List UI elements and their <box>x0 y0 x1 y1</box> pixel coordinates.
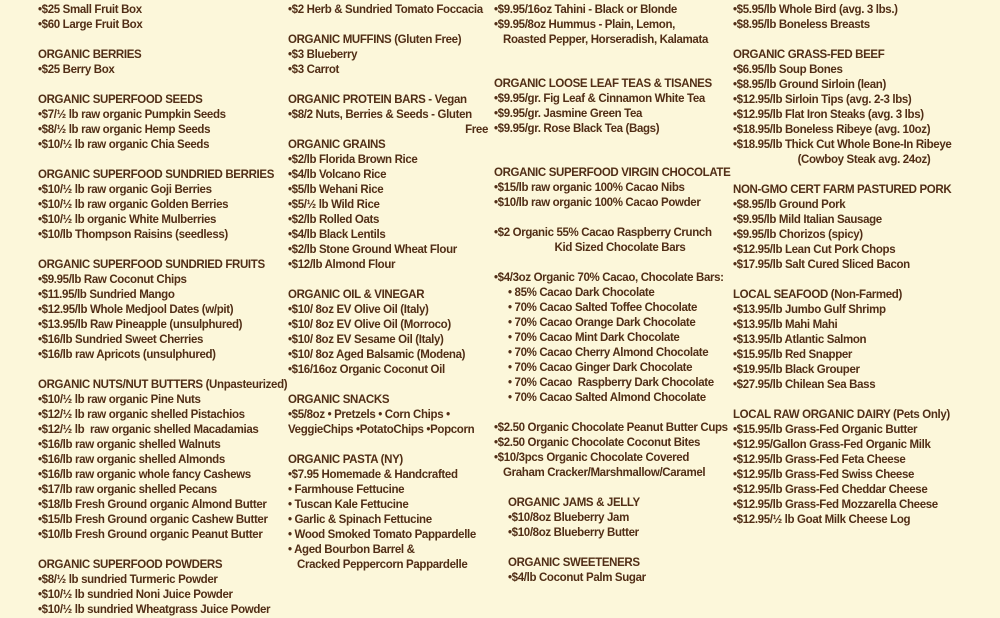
menu-item: •$18.95/lb Thick Cut Whole Bone-In Ribeye <box>733 139 952 151</box>
section-title: ORGANIC PASTA (NY) <box>288 454 403 466</box>
menu-item: •$10/ 8oz EV Olive Oil (Morroco) <box>288 319 451 331</box>
menu-item: •$3 Carrot <box>288 64 340 76</box>
menu-section <box>288 453 488 573</box>
menu-item: •$13.95/lb Atlantic Salmon <box>733 334 867 346</box>
menu-section <box>733 3 995 33</box>
menu-item: •$10/ 8oz EV Olive Oil (Italy) <box>288 304 429 316</box>
section-title: ORGANIC GRAINS <box>288 139 386 151</box>
menu-item: •$8.95/lb Ground Pork <box>733 199 846 211</box>
menu-item: •$4/lb Black Lentils <box>288 229 386 241</box>
menu-item: •$5/½ lb Wild Rice <box>288 199 380 211</box>
menu-section <box>288 33 488 78</box>
menu-item: •$9.95/8oz Hummus - Plain, Lemon, <box>494 19 675 31</box>
menu-section <box>733 288 995 393</box>
menu-item: •$5/lb Wehani Rice <box>288 184 384 196</box>
menu-item: •$12.95/lb Grass-Fed Feta Cheese <box>733 454 906 466</box>
section-title: ORGANIC SUPERFOOD SUNDRIED FRUITS <box>38 259 265 271</box>
menu-section <box>494 166 746 211</box>
menu-item: •$2 Herb & Sundried Tomato Foccacia <box>288 4 483 16</box>
section-title: ORGANIC BERRIES <box>38 49 142 61</box>
menu-item: •$12/½ lb raw organic shelled Macadamias <box>38 424 259 436</box>
menu-item: •$10/½ lb sundried Wheatgrass Juice Powder <box>38 604 271 616</box>
menu-item: • Wood Smoked Tomato Pappardelle <box>288 529 476 541</box>
menu-item: •$60 Large Fruit Box <box>38 19 143 31</box>
menu-item: •$10/½ lb raw organic Golden Berries <box>38 199 229 211</box>
menu-item: •$10/8oz Blueberry Butter <box>508 527 639 539</box>
menu-item: •$17/lb raw organic shelled Pecans <box>38 484 217 496</box>
menu-item: •$16/lb Sundried Sweet Cherries <box>38 334 204 346</box>
menu-item: • Farmhouse Fettucine <box>288 484 405 496</box>
menu-item: •$27.95/lb Chilean Sea Bass <box>733 379 876 391</box>
menu-section <box>494 421 746 481</box>
menu-item: •$19.95/lb Black Grouper <box>733 364 860 376</box>
menu-item: Graham Cracker/Marshmallow/Caramel <box>503 467 706 479</box>
menu-item: •$8.95/lb Boneless Breasts <box>733 19 870 31</box>
menu-item: •$4/lb Coconut Palm Sugar <box>508 572 646 584</box>
menu-item: •$9.95/gr. Fig Leaf & Cinnamon White Tea <box>494 93 705 105</box>
menu-item: •$15/lb raw organic 100% Cacao Nibs <box>494 182 685 194</box>
menu-item: •$10/8oz Blueberry Jam <box>508 512 629 524</box>
menu-item: •$10/ 8oz Aged Balsamic (Modena) <box>288 349 466 361</box>
menu-item: •$15/lb Fresh Ground organic Cashew Butter <box>38 514 268 526</box>
menu-item: •$11.95/lb Sundried Mango <box>38 289 175 301</box>
menu-item: Kid Sized Chocolate Bars <box>554 242 686 254</box>
menu-section <box>733 408 995 528</box>
menu-item: •$12.95/lb Grass-Fed Mozzarella Cheese <box>733 499 938 511</box>
menu-item: •$13.95/lb Jumbo Gulf Shrimp <box>733 304 886 316</box>
menu-item: • Tuscan Kale Fettucine <box>288 499 409 511</box>
menu-item: •$2/lb Florida Brown Rice <box>288 154 418 166</box>
menu-item: •$12.95/½ lb Goat Milk Cheese Log <box>733 514 911 526</box>
menu-item: • 70% Cacao Salted Toffee Chocolate <box>508 302 698 314</box>
menu-item: •$12.95/lb Grass-Fed Cheddar Cheese <box>733 484 928 496</box>
menu-section <box>38 258 290 363</box>
menu-item: •$10/½ lb raw organic Goji Berries <box>38 184 212 196</box>
menu-item: •$8/2 Nuts, Berries & Seeds - Gluten <box>288 109 472 121</box>
menu-section <box>733 48 995 168</box>
section-title: LOCAL RAW ORGANIC DAIRY (Pets Only) <box>733 409 950 421</box>
menu-item: •$5/8oz • Pretzels • Corn Chips • <box>288 409 450 421</box>
menu-item: •$2.50 Organic Chocolate Coconut Bites <box>494 437 701 449</box>
menu-section <box>288 93 488 138</box>
menu-item: •$10/lb raw organic 100% Cacao Powder <box>494 197 701 209</box>
menu-item: • 85% Cacao Dark Chocolate <box>508 287 655 299</box>
menu-item: •$12.95/lb Flat Iron Steaks (avg. 3 lbs) <box>733 109 924 121</box>
menu-item: •$13.95/lb Raw Pineapple (unsulphured) <box>38 319 243 331</box>
section-title: NON-GMO CERT FARM PASTURED PORK <box>733 184 952 196</box>
menu-item: •$12.95/Gallon Grass-Fed Organic Milk <box>733 439 931 451</box>
menu-item: •$8.95/lb Ground Sirloin (lean) <box>733 79 886 91</box>
section-title: ORGANIC JAMS & JELLY <box>508 497 640 509</box>
menu-item: •$9.95/lb Chorizos (spicy) <box>733 229 863 241</box>
menu-item: •$2/lb Stone Ground Wheat Flour <box>288 244 457 256</box>
menu-item: •$10/3pcs Organic Chocolate Covered <box>494 452 690 464</box>
menu-item: • 70% Cacao Orange Dark Chocolate <box>508 317 696 329</box>
menu-item: •$6.95/lb Soup Bones <box>733 64 843 76</box>
menu-item: •$9.95/gr. Jasmine Green Tea <box>494 108 643 120</box>
menu-section <box>494 226 746 256</box>
menu-item: •$12/lb Almond Flour <box>288 259 396 271</box>
menu-item: •$15.95/lb Grass-Fed Organic Butter <box>733 424 918 436</box>
menu-column <box>288 3 488 573</box>
section-title: ORGANIC PROTEIN BARS - Vegan <box>288 94 467 106</box>
menu-item: (Cowboy Steak avg. 24oz) <box>797 154 931 166</box>
menu-item: •$12.95/lb Whole Medjool Dates (w/pit) <box>38 304 234 316</box>
menu-section <box>288 3 488 18</box>
menu-item: •$7/½ lb raw organic Pumpkin Seeds <box>38 109 226 121</box>
menu-item: •$10/½ lb raw organic Pine Nuts <box>38 394 201 406</box>
section-title: ORGANIC NUTS/NUT BUTTERS (Unpasteurized) <box>38 379 288 391</box>
menu-item: •$25 Small Fruit Box <box>38 4 142 16</box>
menu-item: •$16/lb raw organic shelled Almonds <box>38 454 225 466</box>
menu-item: •$9.95/lb Raw Coconut Chips <box>38 274 187 286</box>
menu-section <box>733 183 995 273</box>
section-title: ORGANIC SWEETENERS <box>508 557 640 569</box>
menu-item: •$9.95/16oz Tahini - Black or Blonde <box>494 4 677 16</box>
menu-item: •$4/lb Volcano Rice <box>288 169 387 181</box>
menu-section <box>508 556 746 586</box>
menu-section <box>288 138 488 273</box>
menu-item: •$18/lb Fresh Ground organic Almond Butter <box>38 499 267 511</box>
menu-item: •$9.95/gr. Rose Black Tea (Bags) <box>494 123 660 135</box>
menu-item: •$17.95/lb Salt Cured Sliced Bacon <box>733 259 910 271</box>
section-title: ORGANIC SUPERFOOD SUNDRIED BERRIES <box>38 169 275 181</box>
menu-item: •$5.95/lb Whole Bird (avg. 3 lbs.) <box>733 4 898 16</box>
menu-column <box>38 3 290 618</box>
section-title: ORGANIC MUFFINS (Gluten Free) <box>288 34 462 46</box>
menu-section <box>288 393 488 438</box>
menu-item: •$3 Blueberry <box>288 49 358 61</box>
section-title: ORGANIC LOOSE LEAF TEAS & TISANES <box>494 78 712 90</box>
menu-column <box>494 3 746 586</box>
menu-item: Free <box>465 124 488 136</box>
menu-item: •$13.95/lb Mahi Mahi <box>733 319 838 331</box>
menu-item: Cracked Peppercorn Pappardelle <box>297 559 468 571</box>
menu-item: •$10/lb Fresh Ground organic Peanut Butter <box>38 529 263 541</box>
menu-item: VeggieChips •PotatoChips •Popcorn <box>288 424 475 436</box>
menu-section <box>494 77 746 137</box>
menu-item: •$16/lb raw organic shelled Walnuts <box>38 439 221 451</box>
menu-item: •$10/½ lb sundried Noni Juice Powder <box>38 589 233 601</box>
menu-item: •$2 Organic 55% Cacao Raspberry Crunch <box>494 227 712 239</box>
menu-item: •$18.95/lb Boneless Ribeye (avg. 10oz) <box>733 124 931 136</box>
menu-item: •$16/16oz Organic Coconut Oil <box>288 364 445 376</box>
menu-item: •$8/½ lb raw organic Hemp Seeds <box>38 124 211 136</box>
menu-section <box>494 3 746 48</box>
menu-item: • 70% Cacao Salted Almond Chocolate <box>508 392 706 404</box>
menu-item: •$15.95/lb Red Snapper <box>733 349 853 361</box>
menu-item: •$10/ 8oz EV Sesame Oil (Italy) <box>288 334 444 346</box>
menu-item: •$10/lb Thompson Raisins (seedless) <box>38 229 228 241</box>
menu-section <box>508 496 746 541</box>
menu-section <box>38 3 290 33</box>
menu-item: •$16/lb raw organic whole fancy Cashews <box>38 469 251 481</box>
menu-item: •$8/½ lb sundried Turmeric Powder <box>38 574 218 586</box>
menu-item: • 70% Cacao Ginger Dark Chocolate <box>508 362 693 374</box>
menu-item: •$12.95/lb Sirloin Tips (avg. 2-3 lbs) <box>733 94 912 106</box>
menu-item: Roasted Pepper, Horseradish, Kalamata <box>503 34 708 46</box>
menu-item: • Garlic & Spinach Fettucine <box>288 514 432 526</box>
menu-item: •$12.95/lb Lean Cut Pork Chops <box>733 244 896 256</box>
menu-section <box>38 558 290 618</box>
section-title: LOCAL SEAFOOD (Non-Farmed) <box>733 289 902 301</box>
menu-column <box>733 3 995 528</box>
menu-item: •$2/lb Rolled Oats <box>288 214 380 226</box>
section-title: ORGANIC SUPERFOOD VIRGIN CHOCOLATE <box>494 167 731 179</box>
menu-item: • Aged Bourbon Barrel & <box>288 544 415 556</box>
menu-item: •$16/lb raw Apricots (unsulphured) <box>38 349 216 361</box>
menu-section <box>38 48 290 78</box>
section-title: ORGANIC GRASS-FED BEEF <box>733 49 885 61</box>
menu-item: •$10/½ lb raw organic Chia Seeds <box>38 139 210 151</box>
menu-item: •$9.95/lb Mild Italian Sausage <box>733 214 882 226</box>
menu-item: •$2.50 Organic Chocolate Peanut Butter Cups <box>494 422 728 434</box>
menu-item: •$12.95/lb Grass-Fed Swiss Cheese <box>733 469 915 481</box>
menu-item: •$7.95 Homemade & Handcrafted <box>288 469 458 481</box>
menu-section <box>38 378 290 543</box>
section-title: ORGANIC SUPERFOOD POWDERS <box>38 559 223 571</box>
section-title: ORGANIC SNACKS <box>288 394 390 406</box>
section-title: ORGANIC OIL & VINEGAR <box>288 289 425 301</box>
menu-section <box>494 271 746 406</box>
menu-item: •$12/½ lb raw organic shelled Pistachios <box>38 409 245 421</box>
menu-section <box>38 168 290 243</box>
menu-item: • 70% Cacao Cherry Almond Chocolate <box>508 347 709 359</box>
menu-section <box>38 93 290 153</box>
menu-item: • 70% Cacao Mint Dark Chocolate <box>508 332 680 344</box>
menu-item: •$25 Berry Box <box>38 64 115 76</box>
menu-section <box>288 288 488 378</box>
menu-item: •$4/3oz Organic 70% Cacao, Chocolate Bars: <box>494 272 724 284</box>
menu-item: • 70% Cacao Raspberry Dark Chocolate <box>508 377 714 389</box>
section-title: ORGANIC SUPERFOOD SEEDS <box>38 94 203 106</box>
menu-item: •$10/½ lb organic White Mulberries <box>38 214 217 226</box>
